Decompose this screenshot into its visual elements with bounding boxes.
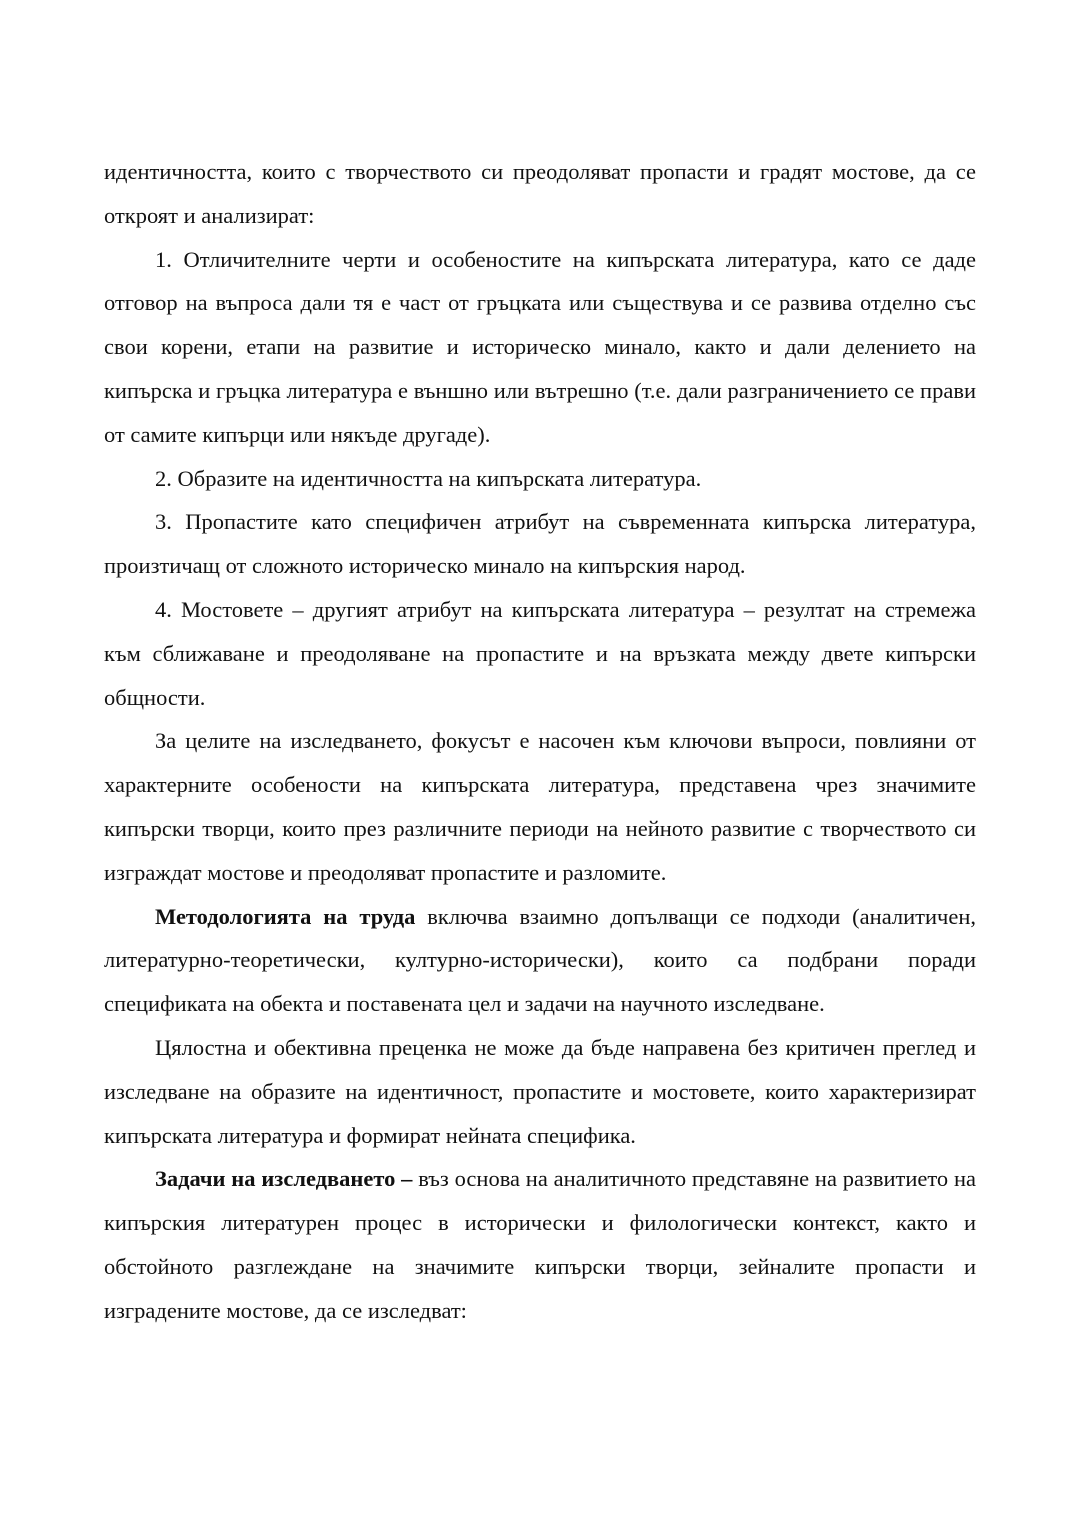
paragraph-continuation: идентичността, които с творчеството си преодоляват пропасти и градят мостове, да се откроят и анализират: [104, 159, 976, 228]
list-item-2: 2. Образите на идентичността на кипърската литература. [155, 465, 702, 491]
paragraph-methodology [104, 895, 976, 1026]
document-page [104, 150, 976, 1333]
paragraph-assessment: Цялостна и обективна преценка не може да бъде направена без критичен преглед и изследване на образите на идентичност, пропастите и мостовете, които характеризират кипърската литература и формират нейната специфика. [104, 1034, 976, 1148]
tasks-text: въз основа на аналитичното представяне на развитието на кипърския литературен процес в исторически и филологически контекст, както и обстойното разглеждане на значимите кипърски творци, зейналите пропасти и изградените мостове, да се изследват: [104, 1166, 976, 1323]
paragraph-tasks [104, 1157, 976, 1332]
methodology-text: включва взаимно допълващи се подходи (аналитичен, литературно-теоретически, културно-исторически), които са подбрани поради спецификата на обекта и поставената цел и задачи на научното изследване. [104, 903, 976, 1017]
list-item-3: 3. Пропастите като специфичен атрибут на съвременната кипърска литература, произтичащ от сложното историческо минало на кипърския народ. [104, 509, 976, 579]
list-item-1: 1. Отличителните черти и особеностите на кипърската литература, като се даде отговор на въпроса дали тя е част от гръцката или съществува и се развива отделно със свои корени, етапи на развитие и историческо минало, както и дали делението на кипърска и гръцка литература е външно или вътрешно (т.е. дали разграничението се прави от самите кипърци или някъде другаде). [104, 246, 976, 447]
tasks-heading: Задачи на изследването – [155, 1166, 413, 1192]
methodology-heading: Методологията на труда [155, 903, 416, 929]
list-item-4: 4. Мостовете – другият атрибут на кипърската литература – резултат на стремежа към сближаване и преодоляване на пропастите и на връзката между двете кипърски общности. [104, 596, 976, 710]
paragraph-focus: За целите на изследването, фокусът е насочен към ключови въпроси, повлияни от характерните особености на кипърската литература, представена чрез значимите кипърски творци, които през различните периоди на нейното развитие с творчеството си изграждат мостове и преодоляват пропастите и разломите. [104, 728, 976, 885]
